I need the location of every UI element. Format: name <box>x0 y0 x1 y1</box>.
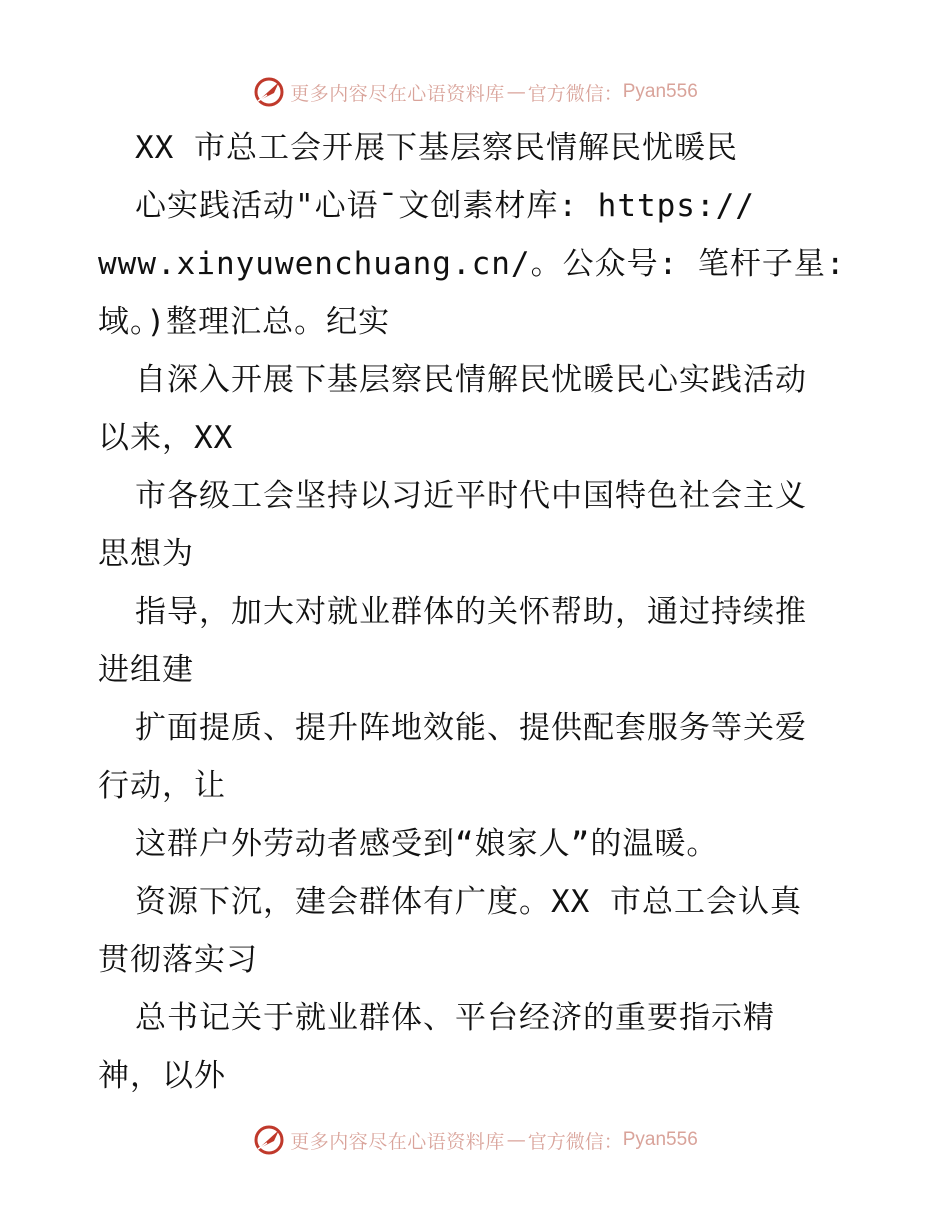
text-line: 以来，XX <box>98 420 234 456</box>
banner-wechat-id: Pyan556 <box>622 1129 698 1150</box>
text-line: 贯彻落实习 <box>98 942 258 978</box>
text-line: 进组建 <box>98 652 194 688</box>
banner-wechat-id: Pyan556 <box>622 81 698 102</box>
banner-wechat-label: 官方微信： <box>527 82 623 105</box>
text-line: www.xinyuwenchuang.cn/。公众号: 笔杆子星: <box>98 246 846 282</box>
text-line: XX 市总工会开展下基层察民情解民忧暖民 <box>135 130 738 166</box>
banner-slogan: 更多内容尽在心语资料库 <box>290 1130 505 1153</box>
text-line: 指导，加大对就业群体的关怀帮助，通过持续推 <box>135 594 807 630</box>
text-line: 总书记关于就业群体、平台经济的重要指示精 <box>135 1000 775 1036</box>
text-line: 域。)整理汇总。纪实 <box>98 304 391 340</box>
text-line: 神，以外 <box>98 1058 226 1094</box>
text-line: 自深入开展下基层察民情解民忧暖民心实践活动 <box>135 362 807 398</box>
text-line: 资源下沉，建会群体有广度。XX 市总工会认真 <box>135 884 802 920</box>
quill-logo-icon <box>252 1123 286 1157</box>
text-line: 扩面提质、提升阵地效能、提供配套服务等关爱 <box>135 710 807 746</box>
banner-dash: — <box>506 81 526 103</box>
banner-slogan: 更多内容尽在心语资料库 <box>290 82 505 105</box>
text-line: 市各级工会坚持以习近平时代中国特色社会主义 <box>135 478 807 514</box>
banner-dash: — <box>506 1129 526 1151</box>
text-line: 思想为 <box>98 536 194 572</box>
footer-banner <box>0 1120 950 1160</box>
text-line: 这群户外劳动者感受到“娘家人”的温暖。 <box>135 826 719 862</box>
text-line: 行动，让 <box>98 768 226 804</box>
banner-wechat-label: 官方微信： <box>527 1130 623 1153</box>
text-line: 心实践活动"心语¯文创素材库: https:// <box>135 188 755 224</box>
